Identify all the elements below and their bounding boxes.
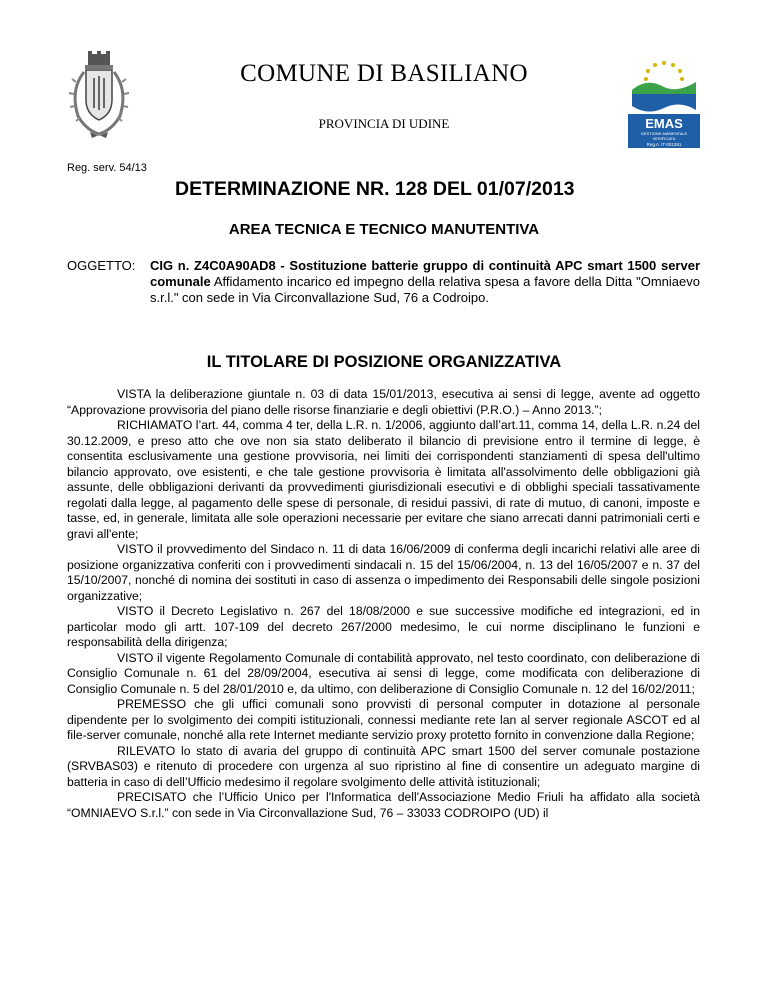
subject-label: OGGETTO: [67, 258, 136, 273]
subject-text [150, 258, 700, 307]
paragraph: VISTO il Decreto Legislativo n. 267 del 18/08/2000 e sue successive modifiche ed integrazioni, ed in particolar modo gli artt. 107-109 del decreto 267/2000 medesimo, le cui norme disciplinano le funzioni e responsabilità della dirigenza; [67, 604, 700, 649]
service-register: Reg. serv. 54/13 [67, 162, 147, 174]
paragraph: RICHIAMATO l’art. 44, comma 4 ter, della L.R. n. 1/2006, aggiunto dall’art.11, comma 14, della L.R. n.24 del 30.12.2009, e preso atto che ove non sia stato deliberato il bilancio di previsione entro il termine di legge, è consentita esclusivamente una gestione provvisoria, nei limiti dei corrispondenti stanziamenti di spesa dell'ultimo bilancio approvato, ove esistenti, e che tale gestione provvisoria è limitata all'assolvimento delle obbligazioni già assunte, delle obbligazioni derivanti da provvedimenti giurisdizionali esecutivi e di obblighi speciali tassativamente regolati dalla legge, al pagamento delle spese di personale, di residui passivi, di rate di mutuo, di canoni, imposte e tasse, ed, in generale, limitata alle sole operazioni necessarie per evitare che siano arrecati danni patrimoniali certi e gravi all'ente; [67, 418, 700, 541]
area-heading: AREA TECNICA E TECNICO MANUTENTIVA [228, 221, 540, 238]
determination-title: DETERMINAZIONE NR. 128 DEL 01/07/2013 [175, 178, 575, 200]
body-text [67, 387, 700, 821]
province-name: PROVINCIA DI UDINE [318, 116, 450, 131]
emas-reg: Reg.n. IT-001281 [646, 142, 682, 147]
emas-label: EMAS [645, 116, 683, 131]
paragraph: RILEVATO lo stato di avaria del gruppo di continuità APC smart 1500 del server comunale postazione (SRVBAS03) e ritenuto di procedere con urgenza al suo ripristino al fine di consentire un adeguato margine di batteria in caso di dell’Ufficio medesimo il regolare svolgimento delle attività istituzionali; [67, 743, 700, 789]
emas-sub1: GESTIONE AMBIENTALE [640, 131, 688, 136]
subject-bold: CIG n. Z4C0A90AD8 - Sostituzione batterie gruppo di continuità APC smart 1500 server comunale [150, 258, 700, 290]
paragraph: PRECISATO che l’Ufficio Unico per l'Informatica dell'Associazione Medio Friuli ha affidato alla società “OMNIAEVO S.r.l.” con sede in Via Circonvallazione Sud, 76 – 33033 CODROIPO (UD) il [67, 790, 700, 820]
paragraph: VISTO il vigente Regolamento Comunale di contabilità approvato, nel testo coordinato, con deliberazione di Consiglio Comunale n. 61 del 28/09/2004, esecutiva ai sensi di legge, come modificata con deliberazione di Consiglio Comunale n. 5 del 28/01/2010 e, da ultimo, con deliberazione di Consiglio Comunale n. 12 del 16/02/2011; [67, 650, 700, 696]
paragraph: VISTA la deliberazione giuntale n. 03 di data 15/01/2013, esecutiva ai sensi di legge, avente ad oggetto “Approvazione provvisoria del piano delle risorse finanziarie e degli obiettivi (P.R.O.) – Anno 2013.”; [67, 387, 700, 417]
subject-rest: Affidamento incarico ed impegno della relativa spesa a favore della Ditta "Omniaevo s.r.l." con sede in Via Circonvallazione Sud, 76 a Codroipo. [150, 274, 700, 306]
emas-sub2: VERIFICATA [652, 136, 676, 141]
paragraph: VISTO il provvedimento del Sindaco n. 11 di data 16/06/2009 di conferma degli incarichi relativi alle aree di posizione organizzativa conferiti con i provvedimenti sindacali n. 15 del 15/06/2004, n. 13 del 16/05/2007 e n. 37 del 15/10/2007, nonché di nomina dei sostituti in caso di assenza o impedimento dei Responsabili delle singole posizioni organizzative; [67, 542, 700, 603]
municipality-name: COMUNE DI BASILIANO [240, 60, 528, 87]
paragraph: PREMESSO che gli uffici comunali sono provvisti di personal computer in dotazione al personale dipendente per lo svolgimento dei compiti istituzionali, connessi mediante rete lan al server regionale ASCOT ed al file-server comunale, nonché alla rete Internet mediante servizio proxy protetto fornito in convenzione dalla Regione; [67, 697, 700, 742]
section-heading: IL TITOLARE DI POSIZIONE ORGANIZZATIVA [206, 353, 562, 371]
